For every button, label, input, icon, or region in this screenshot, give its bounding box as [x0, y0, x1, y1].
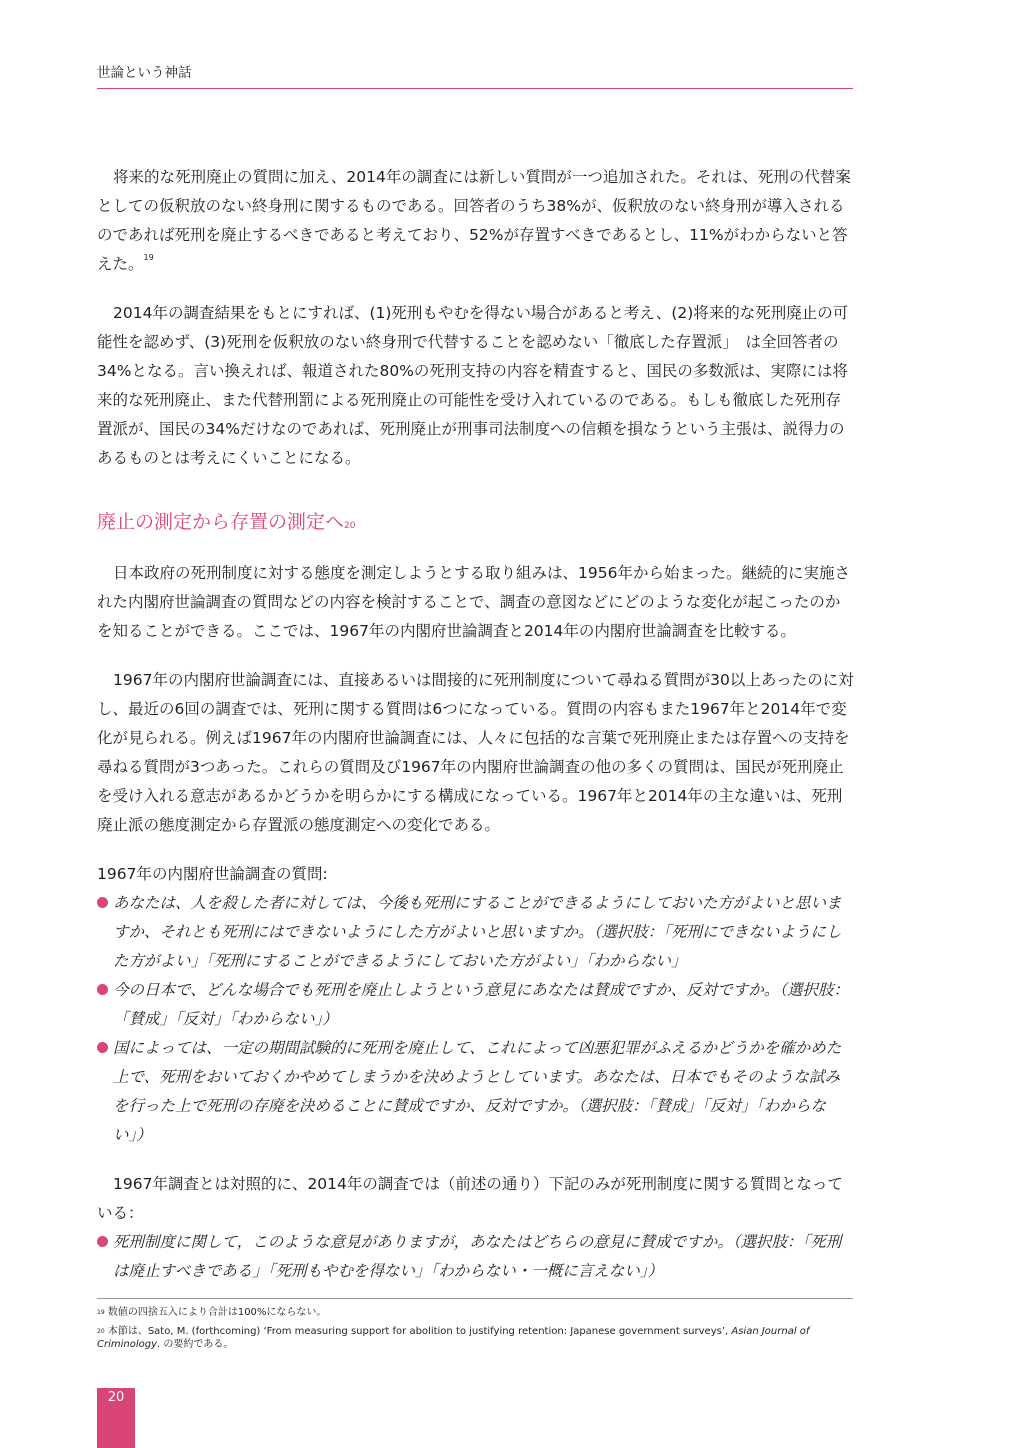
paragraph-1-text: 将来的な死刑廃止の質問に加え、2014年の調査には新しい質問が一つ追加された。それは、死刑の代替案としての仮釈放のない終身刑に関するものである。回答者のうち38%が、仮釈放のない終身刑が導入されるのであれば死刑を廃止するべきであると考えており、52%が存置すべきであるとし、11%がわからないと答えた。 — [97, 168, 851, 273]
footnote-mark: 20 — [97, 1328, 105, 1335]
paragraph-1 — [97, 163, 855, 279]
journal-title: Asian Journal of Criminology — [97, 1326, 810, 1350]
survey-1967-label: 1967年の内閣府世論調査の質問: — [97, 865, 328, 883]
page-number-tab — [97, 1388, 135, 1448]
list-item: 国によっては、一定の期間試験的に死刑を廃止して、これによって凶悪犯罪がふえるかどうかを確かめた上で、死刑をおいておくかやめてしまうかを決めようとしています。あなたは、日本でもそのような試みを行った上で死刑の存廃を決めることに賛成ですか、反対ですか。（選択肢：「賛成」「反対」「わからない」） — [97, 1034, 855, 1150]
list-item: 今の日本で、どんな場合でも死刑を廃止しようという意見にあなたは賛成ですか、反対ですか。（選択肢：「賛成」「反対」「わからない」） — [97, 976, 855, 1034]
survey-2014-intro: 1967年調査とは対照的に、2014年の調査では（前述の通り）下記のみが死刑制度に関する質問となっている： — [97, 1175, 843, 1222]
header-title: 世論という神話 — [97, 65, 192, 81]
footnote-20: $^{20}$ 本節は、Sato, M. (forthcoming) ‘From measuring support for abolition to justifying retention: Japanese government surveys’, Asian Journal of Criminology. の要約である。 — [97, 1326, 810, 1350]
bullet-icon — [97, 984, 108, 995]
footnote-rule — [97, 1298, 853, 1299]
running-header — [97, 64, 853, 82]
footnote-ref-19[interactable]: 19 — [143, 253, 154, 262]
section-heading-text: 廃止の測定から存置の測定へ — [97, 511, 345, 533]
paragraph-4: 1967年の内閣府世論調査には、直接あるいは間接的に死刑制度について尋ねる質問が30以上あったのに対し、最近の6回の調査では、死刑に関する質問は6つになっている。質問の内容もまた1967年と2014年で変化が見られる。例えば1967年の内閣府世論調査には、人々に包括的な言葉で死刑廃止または存置への支持を尋ねる質問が3つあった。これらの質問及び1967年の内閣府世論調査の他の多くの質問は、国民が死刑廃止を受け入れる意志があるかどうかを明らかにする構成になっている。1967年と2014年の主な違いは、死刑廃止派の態度測定から存置派の態度測定への変化である。 — [97, 671, 854, 834]
main-body — [97, 163, 855, 1286]
bullet-icon — [97, 897, 108, 908]
page-number: 20 — [107, 1390, 125, 1405]
footnotes — [97, 1306, 857, 1357]
survey-1967-list — [97, 889, 855, 1150]
section-heading — [97, 507, 855, 537]
footnote-mark: 19 — [97, 1309, 105, 1316]
footnote-ref-20[interactable]: 20 — [344, 521, 356, 531]
header-rule — [97, 88, 853, 89]
bullet-icon — [97, 1042, 108, 1053]
survey-2014-list — [97, 1228, 855, 1286]
paragraph-3: 日本政府の死刑制度に対する態度を測定しようとする取り組みは、1956年から始まった。継続的に実施された内閣府世論調査の質問などの内容を検討することで、調査の意図などにどのような変化が起こったのかを知ることができる。ここでは、1967年の内閣府世論調査と2014年の内閣府世論調査を比較する。 — [97, 564, 850, 640]
bullet-icon — [97, 1236, 108, 1247]
footnote-19: $^{19}$ 数値の四捨五入により合計は100%にならない。 — [97, 1307, 327, 1318]
list-item: あなたは、人を殺した者に対しては、今後も死刑にすることができるようにしておいた方がよいと思いますか、それとも死刑にはできないようにした方がよいと思いますか。（選択肢：「死刑にできないようにした方がよい」「死刑にすることができるようにしておいた方がよい」「わからない」 — [97, 889, 855, 976]
paragraph-2: 2014年の調査結果をもとにすれば、(1)死刑もやむを得ない場合があると考え、(2)将来的な死刑廃止の可能性を認めず、(3)死刑を仮釈放のない終身刑で代替することを認めない「徹底した存置派」 は全回答者の34%となる。言い換えれば、報道された80%の死刑支持の内容を精査すると、国民の多数派は、実際には将来的な死刑廃止、また代替刑罰による死刑廃止の可能性を受け入れているのである。もしも徹底した死刑存置派が、国民の34%だけなのであれば、死刑廃止が刑事司法制度への信頼を損なうという主張は、説得力のあるものとは考えにくいことになる。 — [97, 304, 849, 467]
list-item: 死刑制度に関して，このような意見がありますが，あなたはどちらの意見に賛成ですか。（選択肢：「死刑は廃止すべきである」「死刑もやむを得ない」「わからない・一概に言えない」） — [97, 1228, 855, 1286]
